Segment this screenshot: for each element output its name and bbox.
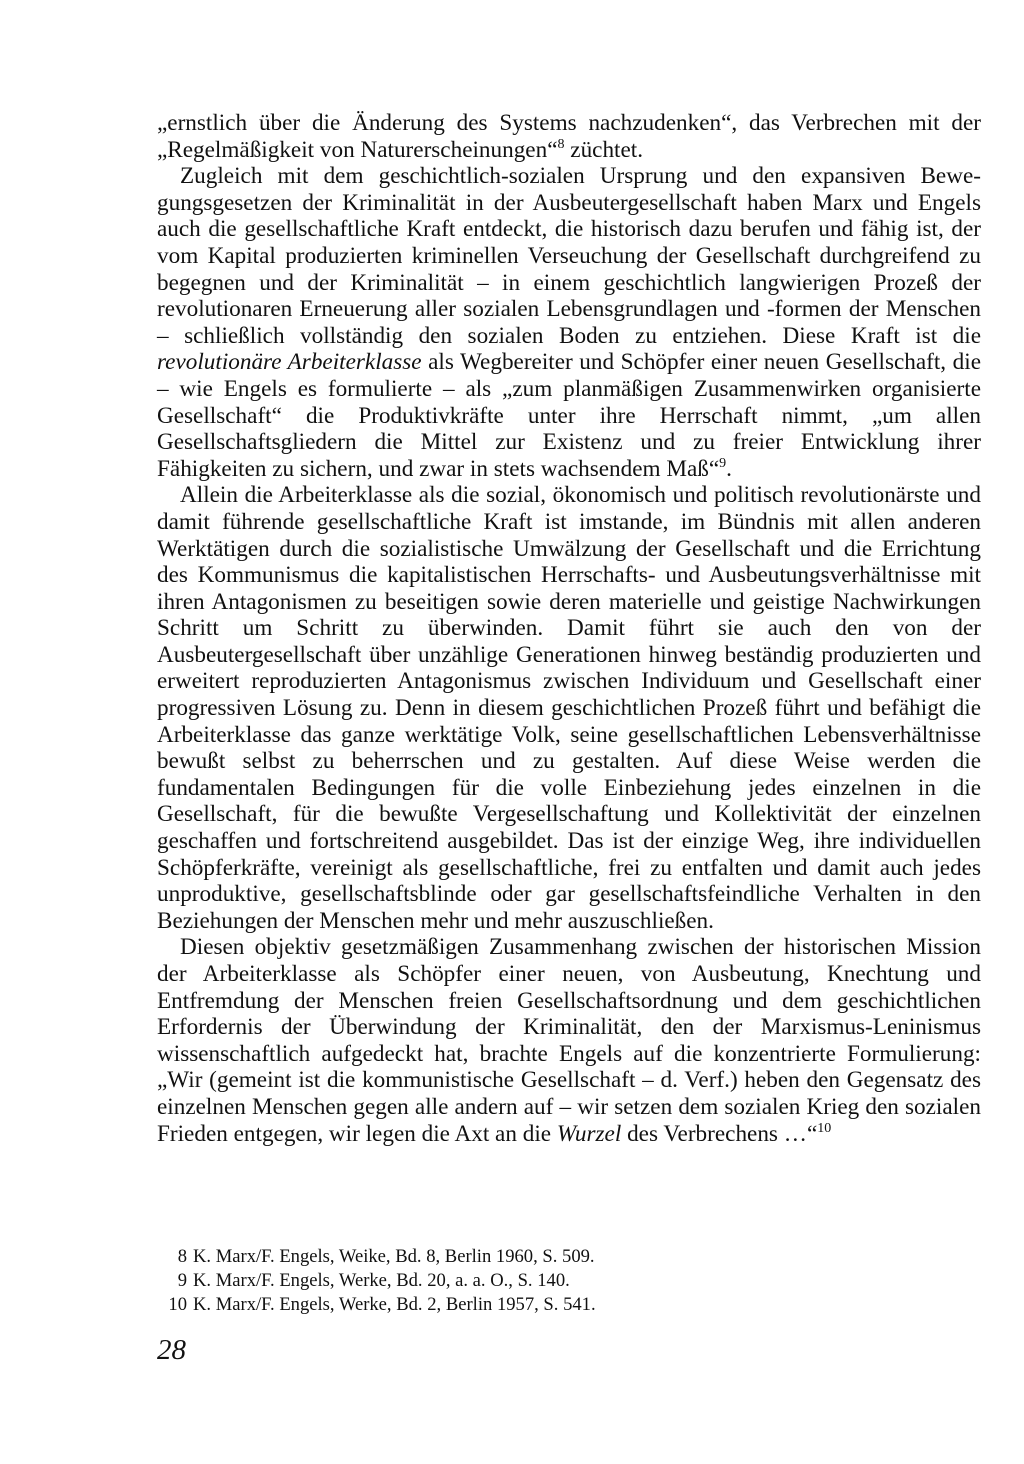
body-text bbox=[157, 110, 981, 1147]
text-run: Diesen objektiv gesetzmäßigen Zusammenhang zwischen der historischen Mission der Arbeiterklasse als Schöpfer einer neuen, von Ausbeutung, Knechtung und Entfremdung der Menschen freien Gesellschaftsordnung und dem geschichtlichen Erfordernis der Überwindung der Kriminalität, den der Marxismus-Leninismus wissenschaftlich aufgedeckt hat, brachte Engels auf die konzentrierte Formulierung: „Wir (gemeint ist die kommunistische Gesellschaft – d. Verf.) heben den Gegensatz des einzelnen Menschen gegen alle andern auf – wir setzen dem sozialen Krieg den sozialen Frieden entgegen, wir legen die Axt an die bbox=[157, 934, 981, 1147]
paragraph bbox=[157, 163, 981, 482]
text-run: als Wegbereiter und Schöpfer einer neuen Gesellschaft, die – wie Engels es formulierte – als „zum planmäßigen Zusammenwirken organisierte Gesellschaft“ die Produktivkräfte unter ihre Herrschaft nimmt, „um allen Gesellschaftsgliedern die Mittel zur Existenz und zu freier Entwicklung ihrer Fähigkeiten zu sichern, und zwar in stets wachsendem Maß“ bbox=[157, 349, 981, 482]
text-run: . bbox=[726, 455, 732, 482]
footnote-10 bbox=[157, 1293, 981, 1317]
text-run: Allein die Arbeiterklasse als die sozial, ökonomisch und politisch revolutionärste und damit führende gesellschaftliche Kraft ist imstande, im Bündnis mit allen anderen Werktätigen durch die sozialistische Umwälzung der Gesellschaft und die Errichtung des Kommunismus die kapitalistischen Herrschafts- und Ausbeutungsverhältnisse mit ihren Antagonismen zu beseitigen sowie deren materielle und geistige Nachwirkungen Schritt um Schritt zu überwinden. Damit führt sie auch den von der Ausbeutergesellschaft über unzählige Generationen hinweg beständig produzierten und erweitert reproduzierten Antagonismus zwischen Individuum und Gesellschaft einer progressiven Lösung zu. Denn in diesem geschichtlichen Prozeß führt und befähigt die Arbeiterklasse das ganze werktätige Volk, seine gesellschaftlichen Lebensverhältnisse bewußt selbst zu beherrschen und zu gestalten. Auf diese Weise werden die fundamentalen Bedingungen für die volle Einbeziehung jedes einzelnen in die Gesellschaft, für die bewußte Vergesellschaftung und Kollektivität der einzelnen geschaffen und fortschreitend ausgebildet. Das ist der einzige Weg, ihre individuellen Schöpferkräfte, vereinigt als gesellschaftliche, frei zu entfalten und damit auch jedes unproduktive, gesellschaftsblinde oder gar gesellschaftsfeindliche Verhalten in den Beziehungen der Menschen mehr und mehr auszuschließen. bbox=[157, 482, 981, 934]
paragraph bbox=[157, 482, 981, 934]
footnote-text: K. Marx/F. Engels, Werke, Bd. 20, a. a. O., S. 140. bbox=[193, 1270, 570, 1291]
footnote-text: K. Marx/F. Engels, Werke, Bd. 2, Berlin 1957, S. 541. bbox=[193, 1294, 596, 1315]
footnote-8 bbox=[157, 1245, 981, 1269]
text-run: des Verbrechens …“ bbox=[621, 1120, 818, 1147]
footnote-text: K. Marx/F. Engels, Weike, Bd. 8, Berlin 1960, S. 509. bbox=[193, 1246, 595, 1267]
text-run: züchtet. bbox=[564, 136, 644, 163]
paragraph bbox=[157, 110, 981, 163]
footnote-ref: 8 bbox=[557, 136, 565, 152]
footnote-number: 10 bbox=[168, 1294, 187, 1315]
text-run: Zugleich mit dem geschichtlich-sozialen Ursprung und den expansiven Bewegungsgesetzen der Kriminalität in der Ausbeutergesellschaft haben Marx und Engels auch die gesellschaftliche Kraft entdeckt, die historisch dazu berufen und fähig ist, der vom Kapital produzierten kriminellen Verseuchung der Gesellschaft durchgreifend zu begegnen und der Kriminalität – in einem geschichtlich langwierigen Prozeß der revolutionaren Erneuerung aller sozialen Lebensgrundlagen und -formen der Menschen – schließlich vollständig den sozialen Boden zu entziehen. Diese Kraft ist die bbox=[157, 163, 981, 349]
footnote-number: 8 bbox=[177, 1246, 187, 1267]
footnote-ref: 9 bbox=[719, 455, 727, 471]
emphasis-text: revolutionäre Arbeiterklasse bbox=[157, 349, 422, 376]
footnote-number: 9 bbox=[177, 1270, 187, 1291]
footnote-9 bbox=[157, 1269, 981, 1293]
footnotes bbox=[157, 1245, 981, 1317]
text-run: „ernstlich über die Änderung des Systems nachzudenken“, das Verbrechen mit der „Regelmäßigkeit von Naturerscheinungen“ bbox=[157, 110, 981, 163]
emphasis-text: Wurzel bbox=[556, 1120, 622, 1147]
page-number: 28 bbox=[157, 1334, 186, 1366]
paragraph bbox=[157, 934, 981, 1147]
footnote-ref: 10 bbox=[817, 1120, 832, 1136]
